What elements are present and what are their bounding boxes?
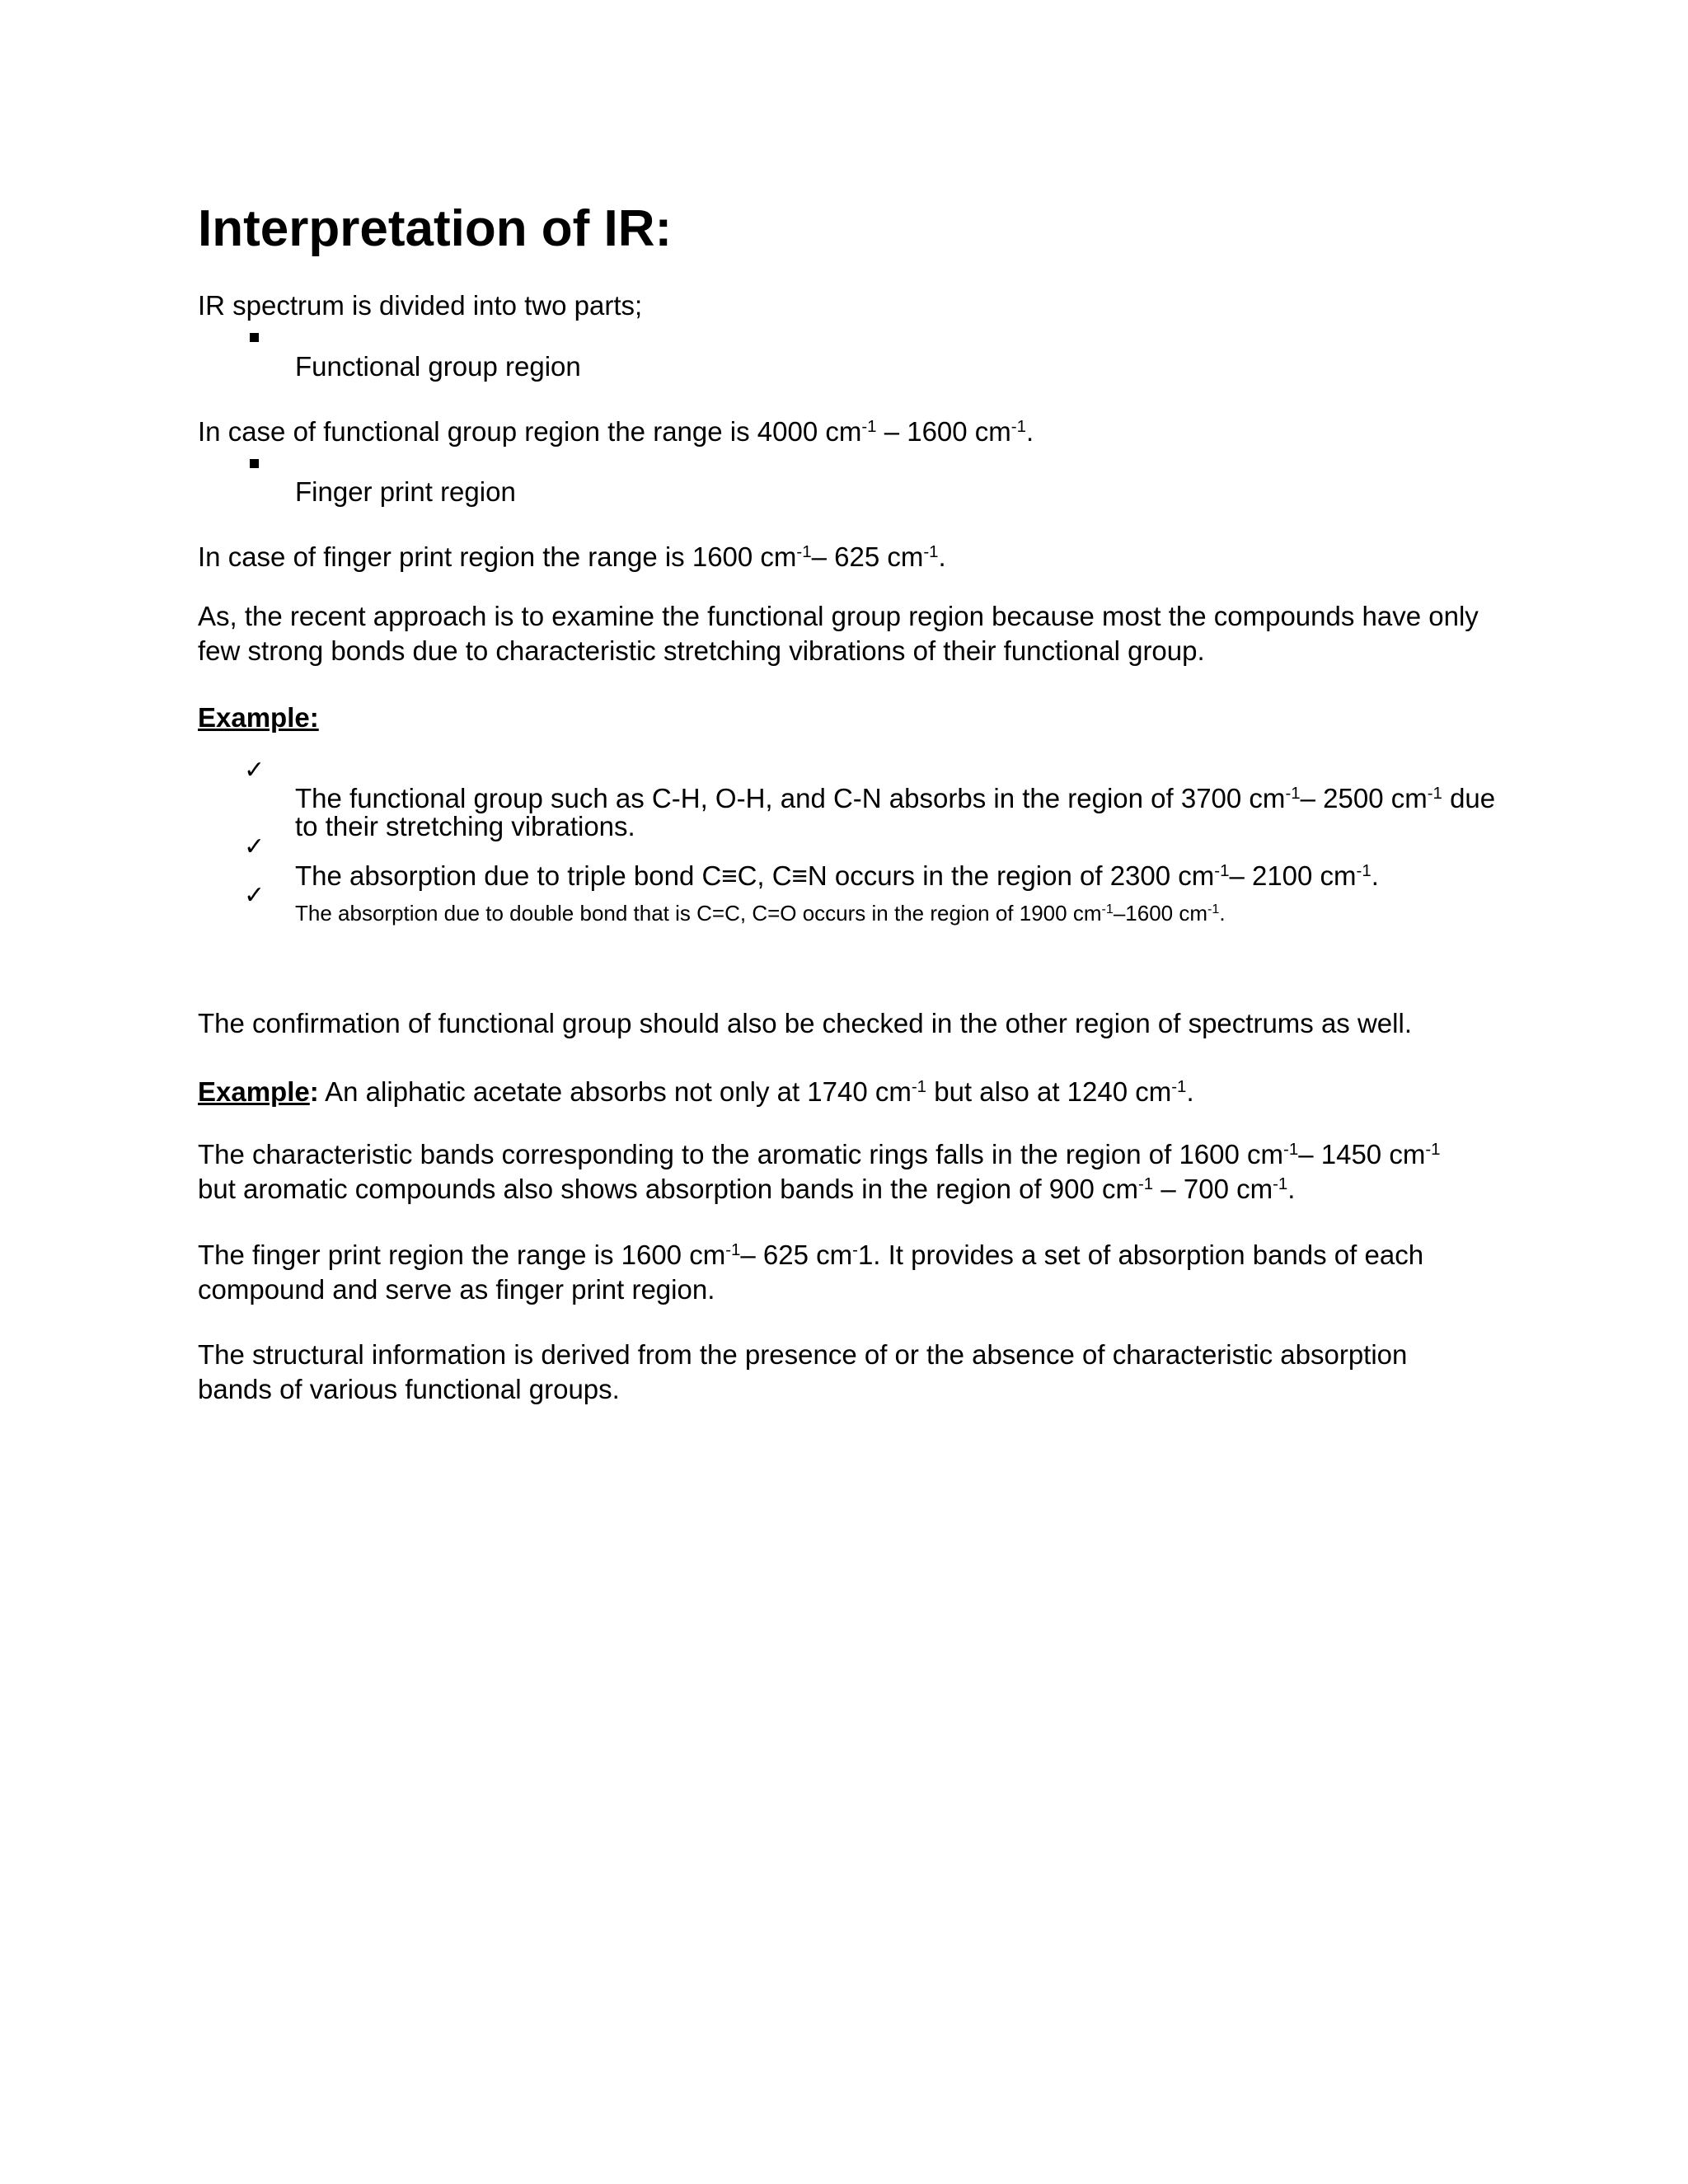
acetate-example: Example: An aliphatic acetate absorbs not only at 1740 $cm^{-1}$ but also at 1240 $cm^{-1}$. xyxy=(198,1076,1194,1107)
example-item: The absorption due to triple bond C≡C, C≡N occurs in the region of 2300 $cm^{-1}-$ 2100 $cm^{-1}$. xyxy=(295,860,1379,891)
region-label-functional: Functional group region xyxy=(295,351,581,382)
example-item: The absorption due to double bond that is C=C, C=O occurs in the region of 1900 $cm^{-1}-1600$ $cm^{-1}$. xyxy=(295,901,1226,926)
region-label-fingerprint: Finger print region xyxy=(295,476,516,507)
square-bullet-icon xyxy=(250,333,259,342)
aromatic-paragraph: The characteristic bands corresponding to the aromatic rings falls in the region of 1600 $cm^{-1}-$ 1450 $cm^{-1}$ but aromatic compounds also shows absorption bands in the region of 900 $cm^{-1} - 700$ $cm^{-1}$. xyxy=(198,1139,1441,1204)
confirmation-paragraph: The confirmation of functional group should also be checked in the other region of spectrums as well. xyxy=(198,1008,1412,1038)
functional-range-sentence: In case of functional group region the range is 4000 $cm^{-1} - 1600$ $cm^{-1}$. xyxy=(198,416,1034,447)
example-item: The functional group such as C-H, O-H, and C-N absorbs in the region of 3700 $cm^{-1}-$ 2500 $cm^{-1}$ due to their stretching vibrations. xyxy=(295,783,1496,841)
square-bullet-icon xyxy=(250,459,259,468)
checkmark-icon: ✓ xyxy=(244,832,265,861)
page-title: Interpretation of IR: xyxy=(198,200,673,257)
fingerprint-range-sentence: In case of finger print region the range is 1600 $cm^{-1}-$ 625 $cm^{-1}$. xyxy=(198,541,946,572)
checkmark-icon: ✓ xyxy=(244,756,265,785)
approach-paragraph: As, the recent approach is to examine the functional group region because most the compounds have only few strong bonds due to characteristic stretching vibrations of their functional group. xyxy=(198,601,1479,666)
fingerprint-paragraph: The finger print region the range is 1600 $cm^{-1}-$ 625 cm-1. It provides a set of absorption bands of each compound and serve as finger print region. xyxy=(198,1240,1424,1305)
example-heading: Example: xyxy=(198,702,319,733)
structural-paragraph: The structural information is derived from the presence of or the absence of characteristic absorption bands of various functional groups. xyxy=(198,1339,1408,1404)
checkmark-icon: ✓ xyxy=(244,881,265,910)
intro-text: IR spectrum is divided into two parts; xyxy=(198,290,643,321)
